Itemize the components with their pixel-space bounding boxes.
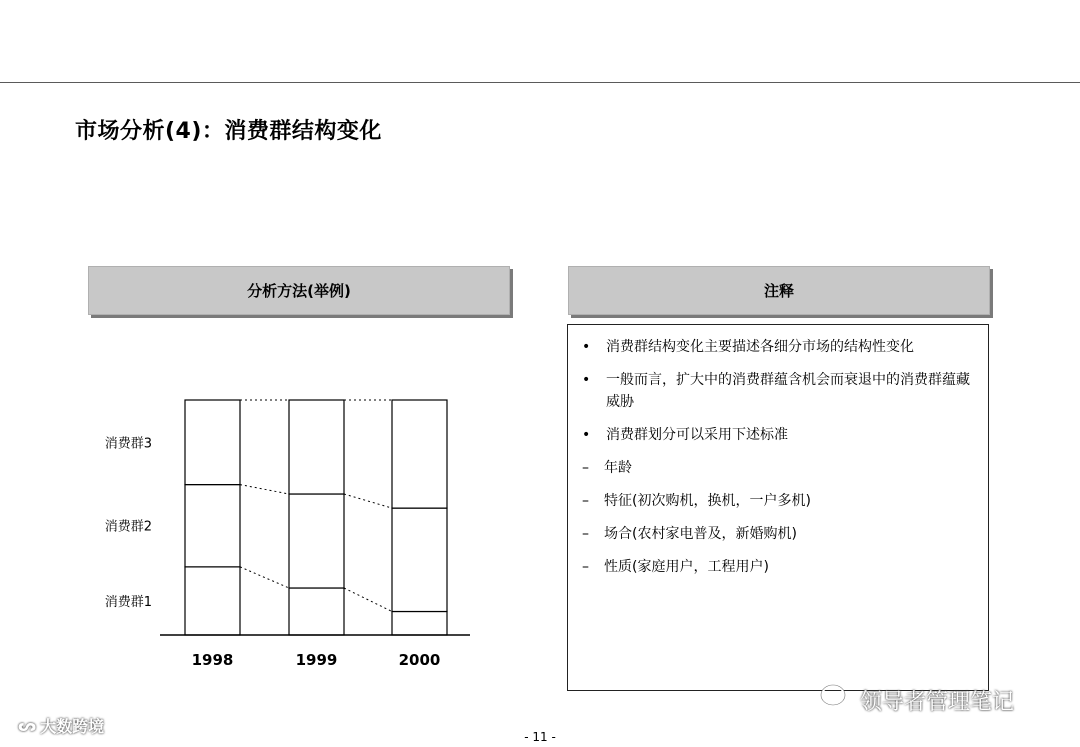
dash-marker: –	[582, 493, 589, 509]
series-label: 消费群2	[104, 519, 152, 535]
bar-segment	[185, 485, 240, 567]
connector-line	[240, 485, 289, 494]
bar-segment	[289, 588, 344, 635]
watermark-right	[820, 684, 1014, 716]
connector-line	[240, 567, 289, 588]
watermark-right-text: 领导者管理笔记	[860, 689, 1015, 715]
bullet-marker: •	[582, 339, 591, 355]
bar-segment	[289, 400, 344, 494]
dash-marker: –	[582, 460, 589, 476]
x-tick-label: 1999	[295, 651, 338, 669]
note-text: 一般而言，扩大中的消费群蕴含机会而衰退中的消费群蕴藏威胁	[606, 372, 970, 410]
x-tick-label: 2000	[398, 651, 441, 669]
note-text: 特征(初次购机，换机，一户多机)	[604, 493, 811, 509]
watermark-left	[18, 714, 104, 737]
bar-segment	[185, 400, 240, 485]
watermark-logo-icon: ᔕ	[18, 716, 37, 735]
dash-marker: –	[582, 559, 589, 575]
wechat-icon	[820, 684, 854, 716]
bar-segment	[392, 400, 447, 508]
dash-marker: –	[582, 526, 589, 542]
x-tick-label: 1998	[191, 651, 234, 669]
series-label: 消费群3	[104, 436, 152, 452]
notes-header-label: 注释	[763, 282, 794, 300]
note-subitem	[582, 556, 977, 578]
analysis-method-label: 分析方法(举例)	[247, 282, 351, 300]
note-text: 消费群划分可以采用下述标准	[606, 427, 788, 443]
note-text: 场合(农村家电普及，新婚购机)	[604, 526, 797, 542]
connector-line	[344, 588, 392, 612]
note-subitem	[582, 523, 977, 545]
page-number: - 11 -	[524, 730, 556, 744]
note-bullet	[582, 336, 977, 358]
note-text: 年龄	[604, 460, 632, 476]
bar-segment	[185, 567, 240, 635]
note-text: 消费群结构变化主要描述各细分市场的结构性变化	[606, 339, 914, 355]
note-bullet	[582, 369, 977, 413]
bar-segment	[392, 612, 447, 636]
bullet-marker: •	[582, 372, 591, 388]
series-label: 消费群1	[104, 594, 152, 610]
connector-line	[344, 494, 392, 508]
notes-list	[582, 336, 977, 589]
bullet-marker: •	[582, 427, 591, 443]
note-bullet	[582, 424, 977, 446]
note-subitem	[582, 457, 977, 479]
bar-segment	[392, 508, 447, 611]
note-text: 性质(家庭用户，工程用户)	[604, 559, 769, 575]
note-subitem	[582, 490, 977, 512]
page-title: 市场分析(4)：消费群结构变化	[75, 119, 382, 144]
bar-segment	[289, 494, 344, 588]
watermark-left-text: 大数跨境	[40, 717, 105, 736]
